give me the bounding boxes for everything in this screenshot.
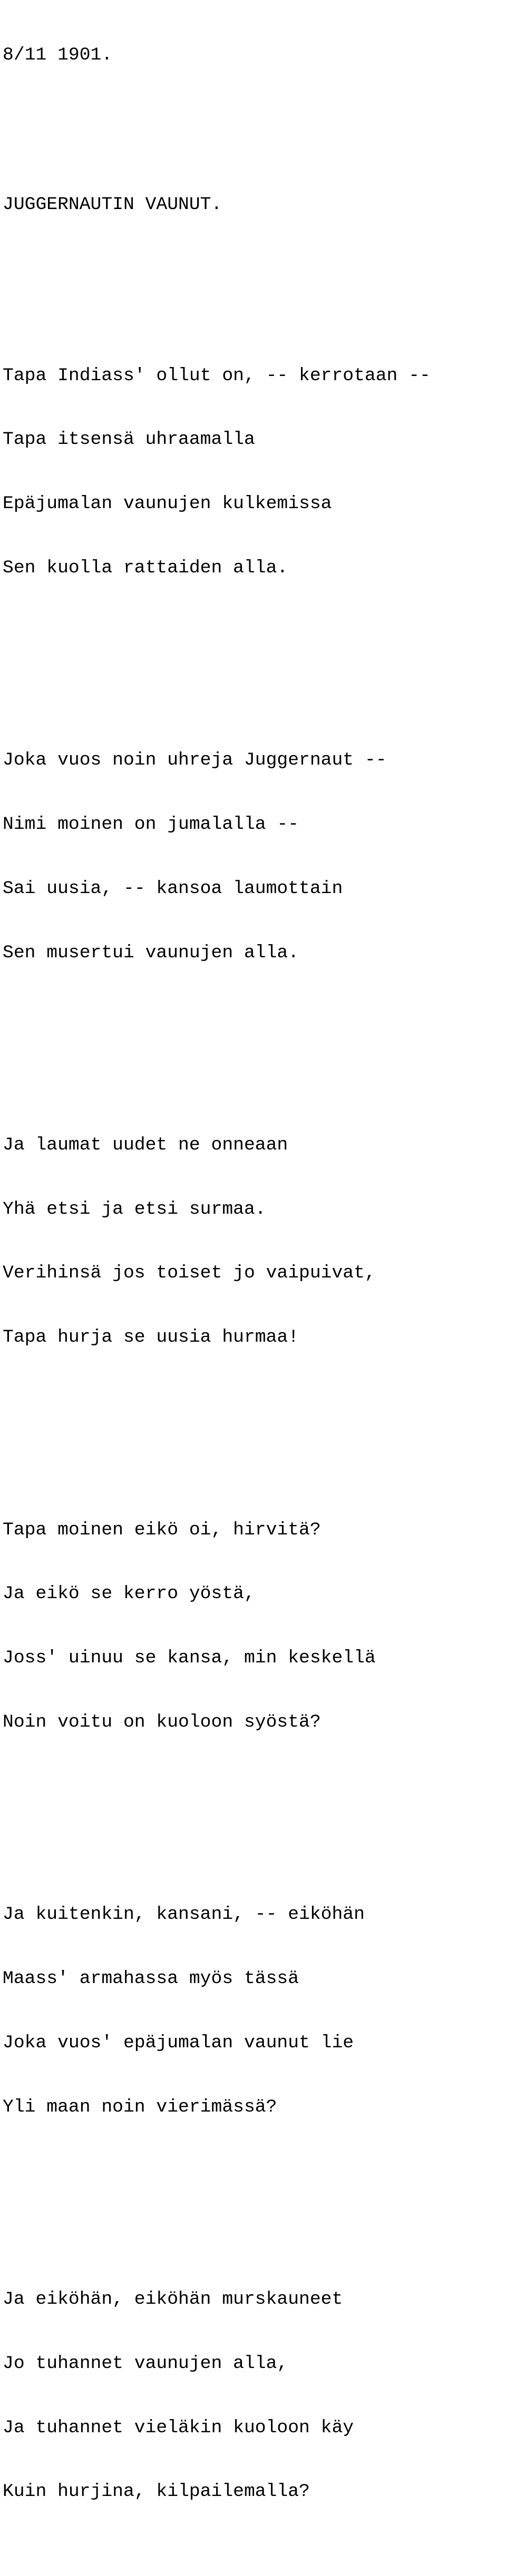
stanza-3 — [3, 1092, 503, 1391]
poem-line: Ja eiköhän, eiköhän murskauneet — [3, 2288, 343, 2310]
poem-line: Epäjumalan vaunujen kulkemissa — [3, 493, 332, 514]
poem-title: JUGGERNAUTIN VAUNUT. — [3, 194, 222, 215]
poem-line: Ja laumat uudet ne onneaan — [3, 1134, 288, 1155]
poem-line: Joka vuos noin uhreja Juggernaut -- — [3, 750, 387, 771]
poem-line: Kuin hurjina, kilpailemalla? — [3, 2481, 310, 2502]
poem-line: Tapa hurja se uusia hurmaa! — [3, 1327, 299, 1348]
stanza-4 — [3, 1477, 503, 1776]
poem-line: Sai uusia, -- kansoa laumottain — [3, 878, 343, 899]
poem-line: Yhä etsi ja etsi surmaa. — [3, 1198, 266, 1220]
poem-line: Tapa Indiass' ollut on, -- kerrotaan -- — [3, 365, 431, 386]
poem-line: Yli maan noin vierimässä? — [3, 2096, 277, 2117]
poem-line: Noin voitu on kuoloon syöstä? — [3, 1711, 321, 1732]
stanza-5 — [3, 1861, 503, 2161]
stanza-1 — [3, 322, 503, 621]
poem-line: Tapa itsensä uhraamalla — [3, 429, 255, 450]
poem-line: Jo tuhannet vaunujen alla, — [3, 2353, 288, 2374]
poem-line: Maass' armahassa myös tässä — [3, 1968, 299, 1989]
poem-line: Sen kuolla rattaiden alla. — [3, 557, 288, 578]
poem-line: Nimi moinen on jumalalla -- — [3, 814, 299, 835]
poem-line: Sen musertui vaunujen alla. — [3, 942, 299, 963]
poem-line: Ja eikö se kerro yöstä, — [3, 1583, 255, 1604]
poem-date: 8/11 1901. — [3, 45, 113, 66]
poem-line: Tapa moinen eikö oi, hirvitä? — [3, 1519, 321, 1540]
poem-line: Joka vuos' epäjumalan vaunut lie — [3, 2032, 354, 2053]
poem-line: Joss' uinuu se kansa, min keskellä — [3, 1648, 376, 1669]
poem-page — [3, 0, 503, 2576]
poem-line: Verihinsä jos toiset jo vaipuivat, — [3, 1263, 376, 1284]
poem-line: Ja tuhannet vieläkin kuoloon käy — [3, 2417, 354, 2438]
poem-line: Ja kuitenkin, kansani, -- eiköhän — [3, 1904, 365, 1925]
stanza-2 — [3, 707, 503, 1006]
stanza-6 — [3, 2246, 503, 2545]
